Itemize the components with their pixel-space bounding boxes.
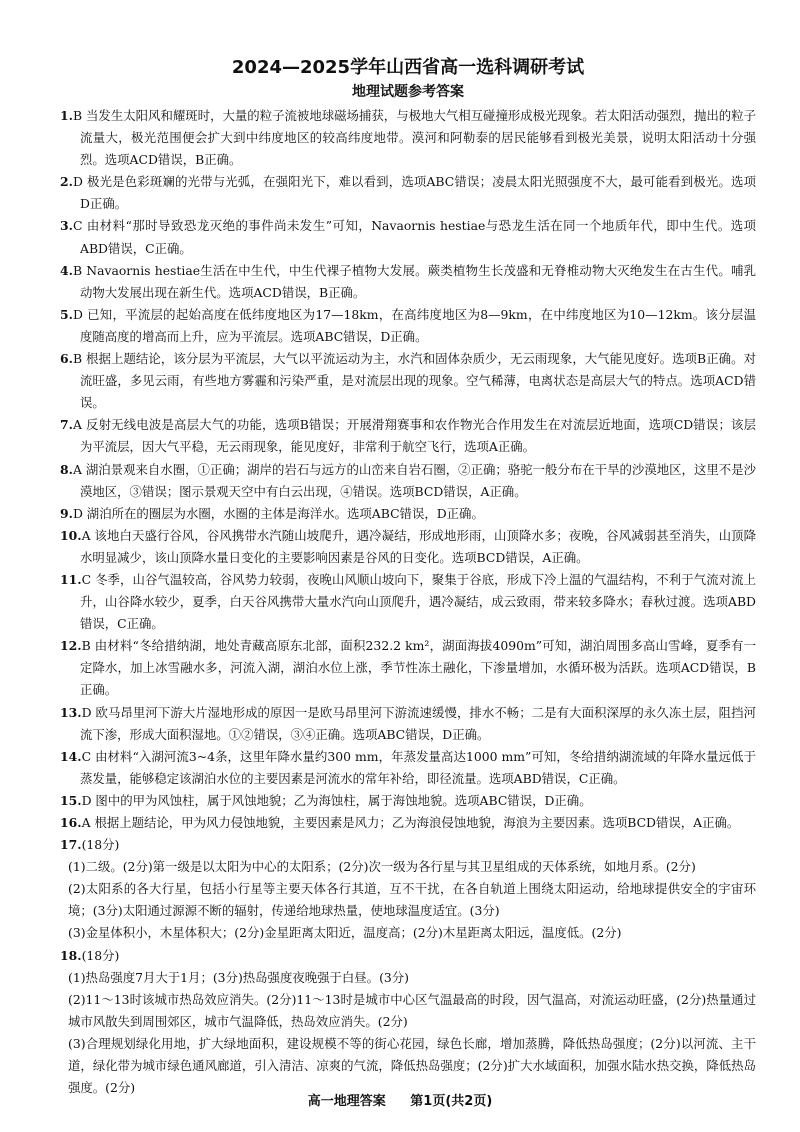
answer-item: [60, 503, 756, 525]
answer-text: A 该地白天盛行谷风，谷风携带水汽随山坡爬升，遇冷凝结，形成地形雨，山顶降水多；夜晚，谷风减弱甚至消失，山顶降水明显减少，该山顶降水量日变化的主要影响因素是谷风的日变化。选项BCD错误，A正确。: [80, 527, 756, 565]
answer-number: 5.: [60, 306, 73, 322]
answer-item: [60, 459, 756, 503]
answer-item: [60, 414, 756, 458]
answer-list: [60, 105, 756, 1099]
answer-number: 7.: [60, 417, 73, 433]
sub-answer: (3)金星体积小，木星体积大；(2分)金星距离太阳近，温度高；(2分)木星距离太阳远，温度低。(2分): [68, 925, 622, 941]
answer-item: [60, 525, 756, 569]
answer-text: (18分): [81, 947, 120, 963]
answer-item: [60, 834, 756, 856]
answer-text: C 由材料“入湖河流3~4条，这里年降水量约300 mm，年蒸发量高达1000 mm”可知，冬给措纳湖流域的年降水量远低于蒸发量，能够稳定该湖泊水位的主要因素是河流水的常年补给，即径流量。选项ABD错误，C正确。: [80, 748, 756, 786]
answer-item: [60, 304, 756, 348]
sub-answer: (1)二级。(2分)第一级是以太阳为中心的太阳系；(2分)次一级为各行星与其卫星组成的天体系统，如地月系。(2分): [68, 859, 696, 875]
answer-number: 2.: [60, 174, 73, 190]
answer-text: D 欧马昂里河下游大片湿地形成的原因一是欧马昂里河下游流速缓慢，排水不畅；二是有大面积深厚的永久冻土层，阻挡河流下渗，形成大面积湿地。①②错误，③④正确。选项ABC错误，D正确。: [80, 704, 756, 742]
answer-item: [60, 348, 756, 414]
answer-text: B Navaornis hestiae生活在中生代，中生代裸子植物大发展。蕨类植物生长茂盛和无脊椎动物大灭绝发生在古生代。哺乳动物大发展出现在新生代。选项ACD错误，B正确。: [72, 262, 756, 300]
answer-number: 14.: [60, 748, 82, 764]
answer-text: A 湖泊景观来自水圈，①正确；湖岸的岩石与远方的山峦来自岩石圈，②正确；骆驼一般分布在干旱的沙漠地区，这里不是沙漠地区，③错误；图示景观天空中有白云出现，④错误。选项BCD错误，A正确。: [72, 461, 756, 499]
page-title: 2024—2025学年山西省高一选科调研考试: [231, 57, 585, 78]
answer-number: 15.: [60, 792, 82, 808]
answer-number: 10.: [60, 527, 82, 543]
answer-item: [60, 945, 756, 967]
answer-number: 8.: [60, 461, 73, 477]
answer-item: [60, 215, 756, 259]
sub-answer: (2)太阳系的各大行星，包括小行星等主要天体各行其道，互不干扰，在各自轨道上围绕太阳运动，给地球提供安全的宇宙环境；(3分)太阳通过源源不断的辐射，传递给地球热量，使地球温度适宜。(3分): [68, 881, 756, 919]
answer-text: C 由材料“那时导致恐龙灭绝的事件尚未发生”可知，Navaornis hestiae与恐龙生活在同一个地质年代，即中生代。选项ABD错误，C正确。: [72, 218, 756, 256]
answer-item: [60, 702, 756, 746]
answer-item: [60, 569, 756, 635]
answer-text: D 图中的甲为风蚀柱，属于风蚀地貌；乙为海蚀柱，属于海蚀地貌。选项ABC错误，D正确。: [81, 792, 592, 808]
sub-answer: (1)热岛强度7月大于1月；(3分)热岛强度夜晚强于白昼。(3分): [68, 969, 410, 985]
answer-text: A 根据上题结论，甲为风力侵蚀地貌，主要因素是风力；乙为海浪侵蚀地貌，海浪为主要因素。选项BCD错误，A正确。: [81, 815, 740, 830]
answer-text: B 由材料“冬给措纳湖，地处青藏高原东北部，面积232.2 km²，湖面海拔4090m”可知，湖泊周围多高山雪峰，夏季有一定降水，加上冰雪融水多，河流入湖，湖泊水位上涨，季节性冻土融化，下渗量增加，水循环极为活跃。选项ACD错误，B正确。: [80, 638, 756, 698]
answer-item: [60, 171, 756, 215]
answer-number: 4.: [60, 262, 73, 278]
answer-item: [60, 260, 756, 304]
answer-text: C 冬季，山谷气温较高，谷风势力较弱，夜晚山风顺山坡向下，聚集于谷底，形成下冷上温的气温结构，不利于气流对流上升，山谷降水较少，夏季，白天谷风携带大量水汽向山顶爬升，遇冷凝结，成云致雨，带来较多降水；春秋过渡。选项ABD错误，C正确。: [80, 571, 756, 632]
footer-page-number: 第1页(共2页): [410, 1094, 493, 1109]
answer-text: A 反射无线电波是高层大气的功能，选项B错误；开展滑翔赛事和农作物光合作用发生在对流层近地面，选项CD错误；该层为平流层，因大气平稳，无云雨现象，能见度好，非常利于航空飞行，选项A正确。: [72, 417, 756, 455]
answer-number: 6.: [60, 351, 73, 367]
answer-text: B 根据上题结论，该分层为平流层，大气以平流运动为主，水汽和固体杂质少，无云雨现象，大气能见度好。选项B正确。对流旺盛，多见云雨，有些地方雾霾和污染严重，是对流层出现的现象。空气稀薄，电离状态是高层大气的特点。选项ACD错误。: [72, 351, 756, 411]
answer-number: 1.: [60, 108, 73, 123]
page-footer: [0, 1090, 800, 1109]
page-subtitle: 地理试题参考答案: [352, 84, 464, 100]
sub-answer: (3)合理规划绿化用地，扩大绿地面积，建设规模不等的街心花园，绿色长廊，增加蒸腾，降低热岛强度；(2分)以河流、主干道，绿化带为城市绿色通风廊道，引入清洁、凉爽的气流，降低热岛强度；(2分)扩大水域面积，加强水陆水热交换，降低热岛强度。(2分): [68, 1035, 756, 1096]
answer-item: [60, 790, 756, 812]
answer-text: D 极光是色彩斑斓的光带与光弧，在强阳光下，难以看到，选项ABC错误；凌晨太阳光照强度不大，最可能看到极光。选项D正确。: [72, 174, 756, 212]
answer-number: 12.: [60, 638, 82, 654]
answer-item: [60, 746, 756, 790]
answer-item: [60, 812, 756, 834]
answer-text: D 湖泊所在的圈层为水圈，水圈的主体是海洋水。选项ABC错误，D正确。: [72, 505, 484, 521]
answer-number: 17.: [60, 837, 82, 853]
answer-text: D 已知，平流层的起始高度在低纬度地区为17—18km，在高纬度地区为8—9km，在中纬度地区为10—12km。该分层温度随高度的增高而上升，应为平流层。选项ABC错误，D正确。: [72, 306, 756, 344]
sub-answer: (2)11～13时该城市热岛效应消失。(2分)11～13时是城市中心区气温最高的时段，因气温高，对流运动旺盛，(2分)热量通过城市风散失到周围郊区，城市气温降低，热岛效应消失。(2分): [68, 991, 756, 1029]
answer-text: B 当发生太阳风和耀斑时，大量的粒子流被地球磁场捕获，与极地大气相互碰撞形成极光现象。若太阳活动强烈，抛出的粒子流量大，极光范围便会扩大到中纬度地区的较高纬度地带。漠河和阿勒泰的居民能够看到极光美景，说明太阳活动十分强烈。选项ACD错误，B正确。: [72, 108, 756, 168]
answer-text: (18分): [81, 837, 120, 853]
answer-number: 3.: [60, 218, 73, 234]
answer-number: 9.: [60, 505, 73, 521]
answer-number: 13.: [60, 704, 82, 720]
answer-number: 18.: [60, 947, 82, 963]
answer-item: [60, 105, 756, 171]
answer-item: [60, 635, 756, 701]
footer-subject: 高一地理答案: [307, 1094, 386, 1109]
answer-number: 11.: [60, 571, 82, 587]
answer-number: 16.: [60, 815, 82, 830]
